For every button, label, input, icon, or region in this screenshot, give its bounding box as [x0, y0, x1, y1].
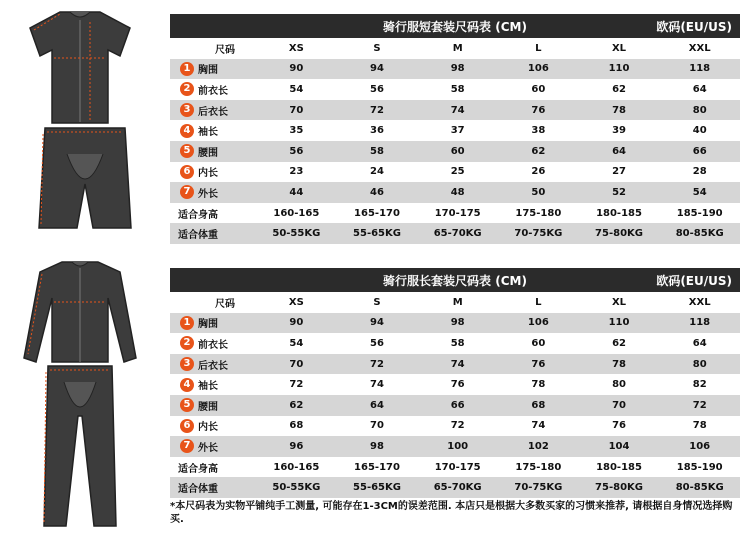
measure-number-badge: 3	[180, 103, 194, 117]
measure-label-cell	[170, 103, 256, 118]
measure-value: 56	[370, 337, 384, 349]
measure-value: 80	[692, 104, 707, 116]
measure-value: 78	[531, 379, 546, 391]
measure-value: 118	[689, 63, 711, 75]
weight-value: 70-75KG	[514, 228, 563, 240]
measure-label: 腰围	[198, 147, 218, 159]
height-value: 165-170	[354, 207, 400, 219]
weight-value: 75-80KG	[595, 228, 643, 240]
size-xxl: XXL	[688, 296, 711, 308]
measure-label: 前衣长	[198, 85, 228, 97]
measure-value: 106	[527, 63, 549, 75]
measure-value: 96	[289, 440, 304, 452]
measure-label-cell	[170, 377, 256, 392]
footnote: *本尺码表为实物平铺纯手工测量, 可能存在1-3CM的误差范围. 本店只是根据大多数买家的习惯来推荐, 请根据自身情况选择购买.	[170, 501, 733, 525]
height-value: 175-180	[515, 207, 562, 219]
measure-value: 70	[612, 399, 626, 411]
height-value: 185-190	[676, 207, 723, 219]
measure-number-badge: 2	[180, 82, 194, 96]
measure-value: 24	[370, 166, 384, 178]
size-m: M	[452, 296, 463, 308]
measure-row	[170, 120, 740, 141]
measure-value: 25	[450, 166, 465, 178]
measure-value: 74	[370, 379, 384, 391]
measure-value: 64	[612, 145, 626, 157]
measure-value: 72	[692, 399, 707, 411]
measure-number-badge: 4	[180, 124, 194, 138]
measure-row	[170, 182, 740, 203]
measure-value: 94	[370, 63, 384, 75]
measure-value: 62	[612, 337, 626, 349]
measure-value: 102	[527, 440, 549, 452]
measure-value: 62	[531, 145, 546, 157]
measure-row	[170, 354, 740, 375]
measure-label-cell	[170, 315, 256, 330]
measure-value: 104	[608, 440, 630, 452]
measure-value: 54	[692, 186, 707, 198]
measure-number-badge: 1	[180, 62, 194, 76]
measure-value: 64	[692, 337, 707, 349]
measure-label-cell	[170, 398, 256, 413]
measure-label: 前衣长	[198, 339, 228, 351]
measure-number-badge: 3	[180, 357, 194, 371]
size-l: L	[535, 296, 542, 308]
measure-value: 76	[450, 379, 465, 391]
measure-number-badge: 2	[180, 336, 194, 350]
height-value: 170-175	[434, 461, 481, 473]
measure-row	[170, 436, 740, 457]
measure-row	[170, 395, 740, 416]
measure-row	[170, 79, 740, 100]
measure-value: 23	[289, 166, 304, 178]
measure-value: 52	[612, 186, 626, 198]
weight-value: 80-85KG	[675, 482, 724, 494]
measure-row	[170, 374, 740, 395]
measure-value: 90	[289, 317, 304, 329]
measure-value: 70	[289, 358, 304, 370]
size-l: L	[535, 42, 542, 54]
measure-label: 后衣长	[198, 106, 228, 118]
measure-label-cell	[170, 185, 256, 200]
size-s: S	[373, 42, 381, 54]
measure-value: 27	[612, 166, 626, 178]
measure-label: 后衣长	[198, 360, 228, 372]
long-table-region: 欧码(EU/US)	[656, 274, 732, 288]
size-s: S	[373, 296, 381, 308]
measure-value: 60	[531, 337, 546, 349]
measure-label: 内长	[198, 422, 218, 434]
measure-value: 80	[612, 379, 626, 391]
weight-value: 70-75KG	[514, 482, 563, 494]
height-label: 适合身高	[178, 463, 218, 475]
measure-label-cell	[170, 418, 256, 433]
long-size-header-row	[170, 292, 740, 313]
weight-value: 75-80KG	[595, 482, 643, 494]
measure-value: 56	[289, 145, 304, 157]
short-height-row	[170, 203, 740, 224]
measure-label: 胸围	[198, 319, 218, 331]
measure-value: 78	[692, 420, 707, 432]
measure-value: 74	[531, 420, 546, 432]
measure-value: 40	[692, 125, 707, 137]
short-table-title: 骑行服短套装尺码表 (CM)	[383, 20, 527, 34]
measure-value: 72	[370, 104, 384, 116]
measure-label: 袖长	[198, 381, 218, 393]
size-xxl: XXL	[688, 42, 711, 54]
measure-value: 44	[289, 186, 304, 198]
height-value: 165-170	[354, 461, 400, 473]
measure-value: 48	[450, 186, 465, 198]
measure-value: 72	[370, 358, 384, 370]
measure-label-cell	[170, 164, 256, 179]
measure-label-cell	[170, 336, 256, 351]
long-table-header	[170, 268, 740, 292]
measure-number-badge: 4	[180, 378, 194, 392]
height-value: 175-180	[515, 461, 562, 473]
weight-value: 55-65KG	[353, 228, 401, 240]
short-size-table	[170, 14, 740, 244]
long-bib-illustration	[40, 362, 120, 532]
measure-label: 腰围	[198, 401, 218, 413]
height-value: 180-185	[596, 207, 642, 219]
measure-value: 62	[289, 399, 304, 411]
measure-label: 内长	[198, 168, 218, 180]
measure-value: 50	[531, 186, 546, 198]
measure-label-cell	[170, 61, 256, 76]
measure-value: 106	[527, 317, 549, 329]
long-weight-row	[170, 477, 740, 498]
measure-label-cell	[170, 144, 256, 159]
measure-value: 38	[531, 125, 546, 137]
measure-number-badge: 6	[180, 165, 194, 179]
measure-row	[170, 141, 740, 162]
measure-row	[170, 313, 740, 334]
measure-value: 76	[531, 358, 546, 370]
height-value: 160-165	[273, 461, 320, 473]
height-value: 170-175	[434, 207, 481, 219]
short-table-header	[170, 14, 740, 38]
measure-value: 54	[289, 83, 304, 95]
measure-label: 外长	[198, 442, 218, 454]
weight-value: 80-85KG	[675, 228, 724, 240]
long-size-table	[170, 268, 740, 498]
short-table-region: 欧码(EU/US)	[656, 20, 732, 34]
weight-value: 65-70KG	[433, 482, 482, 494]
measure-value: 39	[612, 125, 626, 137]
measure-number-badge: 1	[180, 316, 194, 330]
measure-value: 78	[612, 104, 626, 116]
long-measure-rows	[170, 313, 740, 457]
size-header-label: 尺码	[215, 298, 235, 310]
measure-value: 26	[531, 166, 546, 178]
measure-value: 98	[370, 440, 384, 452]
measure-value: 37	[450, 125, 465, 137]
measure-value: 94	[370, 317, 384, 329]
measure-value: 110	[608, 63, 630, 75]
measure-value: 35	[289, 125, 304, 137]
weight-value: 50-55KG	[272, 228, 321, 240]
measure-label: 袖长	[198, 127, 218, 139]
measure-value: 58	[370, 145, 384, 157]
measure-value: 68	[289, 420, 304, 432]
measure-value: 106	[689, 440, 711, 452]
weight-value: 55-65KG	[353, 482, 401, 494]
weight-value: 50-55KG	[272, 482, 321, 494]
height-label: 适合身高	[178, 209, 218, 221]
measure-number-badge: 5	[180, 144, 194, 158]
measure-value: 76	[531, 104, 546, 116]
measure-value: 98	[450, 317, 465, 329]
measure-value: 76	[612, 420, 626, 432]
height-value: 160-165	[273, 207, 320, 219]
measure-value: 118	[689, 317, 711, 329]
measure-value: 58	[450, 83, 465, 95]
measure-value: 72	[450, 420, 465, 432]
measure-value: 66	[450, 399, 465, 411]
measure-row	[170, 333, 740, 354]
short-weight-row	[170, 223, 740, 244]
size-xl: XL	[611, 296, 627, 308]
measure-value: 36	[370, 125, 384, 137]
measure-value: 72	[289, 379, 304, 391]
measure-number-badge: 7	[180, 185, 194, 199]
measure-value: 60	[450, 145, 465, 157]
measure-label: 外长	[198, 188, 218, 200]
measure-value: 64	[692, 83, 707, 95]
measure-value: 80	[692, 358, 707, 370]
weight-value: 65-70KG	[433, 228, 482, 240]
measure-value: 62	[612, 83, 626, 95]
measure-row	[170, 59, 740, 80]
measure-value: 90	[289, 63, 304, 75]
measure-value: 54	[289, 337, 304, 349]
measure-value: 98	[450, 63, 465, 75]
weight-label: 适合体重	[178, 484, 218, 496]
size-xs: XS	[288, 42, 304, 54]
measure-value: 110	[608, 317, 630, 329]
measure-row	[170, 162, 740, 183]
measure-number-badge: 5	[180, 398, 194, 412]
measure-value: 68	[531, 399, 546, 411]
measure-value: 70	[289, 104, 304, 116]
measure-value: 46	[370, 186, 384, 198]
long-jersey-illustration	[20, 258, 140, 366]
height-value: 180-185	[596, 461, 642, 473]
measure-value: 58	[450, 337, 465, 349]
measure-value: 100	[447, 440, 469, 452]
short-bib-illustration	[35, 124, 135, 234]
measure-label: 胸围	[198, 65, 218, 77]
long-height-row	[170, 457, 740, 478]
measure-number-badge: 6	[180, 419, 194, 433]
size-header-label: 尺码	[215, 44, 235, 56]
measure-value: 28	[692, 166, 707, 178]
measure-value: 74	[450, 104, 465, 116]
measure-value: 74	[450, 358, 465, 370]
measure-label-cell	[170, 123, 256, 138]
measure-row	[170, 416, 740, 437]
long-table-title: 骑行服长套装尺码表 (CM)	[383, 274, 527, 288]
short-size-header-row	[170, 38, 740, 59]
measure-label-cell	[170, 357, 256, 372]
measure-value: 78	[612, 358, 626, 370]
measure-value: 56	[370, 83, 384, 95]
size-xs: XS	[288, 296, 304, 308]
measure-value: 60	[531, 83, 546, 95]
weight-label: 适合体重	[178, 230, 218, 242]
measure-row	[170, 100, 740, 121]
measure-number-badge: 7	[180, 439, 194, 453]
measure-label-cell	[170, 82, 256, 97]
measure-value: 82	[692, 379, 707, 391]
short-jersey-illustration	[20, 8, 140, 126]
measure-value: 66	[692, 145, 707, 157]
measure-value: 64	[370, 399, 384, 411]
height-value: 185-190	[676, 461, 723, 473]
size-m: M	[452, 42, 463, 54]
measure-label-cell	[170, 439, 256, 454]
short-measure-rows	[170, 59, 740, 203]
measure-value: 70	[370, 420, 384, 432]
size-xl: XL	[611, 42, 627, 54]
